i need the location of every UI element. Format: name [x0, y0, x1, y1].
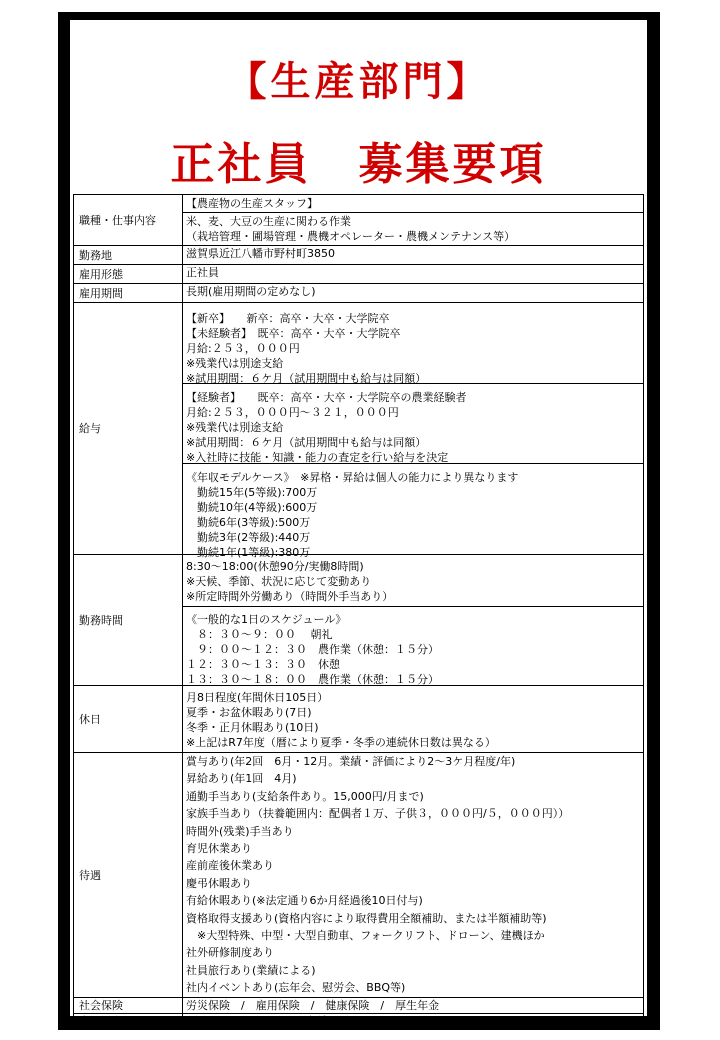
text-line: 米、麦、大豆の生産に関わる作業 — [186, 215, 351, 228]
benefit-item: 時間外(残業)手当あり — [186, 824, 294, 838]
text-line: ※所定時間外労働あり（時間外手当あり） — [186, 590, 394, 603]
text-line: ※残業代は別途支給 — [186, 421, 284, 434]
benefit-item: 賞与あり(年2回 6月・12月。業績・評価により2～3ケ月程度/年) — [186, 755, 516, 768]
benefit-item: 資格取得支援あり(資格内容により取得費用全額補助、または半額補助等) — [186, 911, 547, 925]
text-line: 勤続3年(2等級):440万 — [186, 531, 311, 544]
text-line: 夏季・お盆休暇あり(7日) — [186, 706, 312, 719]
period-value: 長期(雇用期間の定めなし) — [183, 284, 644, 303]
row-hours — [74, 555, 644, 686]
salary-experienced-block — [183, 383, 643, 463]
salary-model-case-block — [183, 463, 643, 559]
row-employment — [74, 265, 644, 284]
text-line: １２：３０～１３：３０ 休憩 — [186, 658, 340, 671]
text-line: 勤続1年(1等級):380万 — [186, 546, 311, 559]
text-line: 月8日程度(年間休日105日） — [186, 691, 329, 704]
holiday-block — [183, 686, 644, 753]
label-insurance: 社会保険 — [74, 998, 183, 1014]
text-line: 【農産物の生産スタッフ】 — [186, 197, 318, 210]
label-benefits: 待遇 — [74, 753, 183, 998]
benefit-item: 産前産後休業あり — [186, 859, 274, 873]
row-period — [74, 284, 644, 303]
row-dorm — [74, 1014, 644, 1030]
text-line: 月給:２５３，０００円 — [186, 342, 300, 355]
benefit-item: 家族手当あり（扶養範囲内：配偶者１万、子供３，０００円/５，０００円）） — [186, 807, 570, 821]
text-line: ※上記はR7年度（暦により夏季・冬季の連続休日数は異なる） — [186, 736, 496, 749]
label-job: 職種・仕事内容 — [74, 195, 183, 246]
text-line: （栽培管理・圃場管理・農機オペレーター・農機メンテナンス等） — [186, 230, 516, 243]
text-line: 勤続15年(5等級):700万 — [186, 486, 318, 499]
text-line: 勤続10年(4等級):600万 — [186, 501, 318, 514]
text-line: 月給:２５３，０００円～３２１，０００円 — [186, 406, 399, 419]
hours-block — [183, 555, 643, 606]
salary-new-grad-block — [183, 303, 643, 383]
job-description-block — [183, 212, 643, 245]
row-job — [74, 195, 644, 246]
text-line: ※入社時に技能・知識・能力の査定を行い給与を決定 — [186, 451, 449, 464]
row-location — [74, 246, 644, 265]
row-insurance — [74, 998, 644, 1014]
text-line: 冬季・正月休暇あり(10日) — [186, 721, 319, 734]
label-period: 雇用期間 — [74, 284, 183, 303]
label-holiday: 休日 — [74, 686, 183, 753]
benefit-item: 社外研修制度あり — [186, 946, 274, 960]
label-employment: 雇用形態 — [74, 265, 183, 284]
benefit-item: 社員旅行あり(業績による) — [186, 963, 316, 977]
text-line: １３：３０～１８：００ 農作業（休憩：１５分） — [186, 673, 439, 686]
benefit-item: 有給休暇あり(※法定通り6か月経過後10日付与) — [186, 894, 423, 908]
benefit-item: 社内イベントあり(忘年会、慰労会、BBQ等) — [186, 981, 406, 995]
department-title: 【生産部門】 — [226, 59, 491, 105]
row-salary — [74, 303, 644, 555]
label-salary: 給与 — [74, 303, 183, 555]
text-line: 勤続6年(3等級):500万 — [186, 516, 311, 529]
recruitment-table — [73, 194, 644, 1030]
benefit-item: ※大型特殊、中型・大型自動車、フォークリフト、ドローン、建機ほか — [186, 929, 545, 943]
benefit-item: 昇給あり(年1回 4月) — [186, 772, 297, 786]
schedule-block — [183, 606, 643, 685]
row-benefits — [74, 753, 644, 998]
label-dorm: 寮・社宅 — [74, 1014, 183, 1030]
text-line: 【未経験者】 既卒：高卒・大卒・大学院卒 — [186, 327, 401, 340]
employment-value: 正社員 — [183, 265, 644, 284]
benefits-list — [183, 753, 644, 998]
benefit-item: 育児休業あり — [186, 842, 252, 856]
text-line: 【経験者】 既卒：高卒・大卒・大学院卒の農業経験者 — [186, 391, 467, 404]
benefit-item: 通勤手当あり(支給条件あり。15,000円/月まで) — [186, 789, 424, 803]
label-location: 勤務地 — [74, 246, 183, 265]
label-hours: 勤務時間 — [74, 555, 183, 686]
location-value: 滋賀県近江八幡市野村町3850 — [183, 246, 644, 265]
text-line: 《年収モデルケース》 ※昇格・昇給は個人の能力により異なります — [186, 471, 519, 484]
text-line: 《一般的な1日のスケジュール》 — [186, 613, 347, 626]
dorm-value: なし ※周辺地域の家賃相場：５０，０００円/月～） — [183, 1014, 644, 1030]
benefit-item: 慶弔休暇あり — [186, 876, 252, 890]
recruitment-title: 正社員 募集要項 — [170, 139, 547, 190]
row-holiday — [74, 686, 644, 753]
text-line: ※試用期間：６ケ月（試用期間中も給与は同額） — [186, 436, 427, 449]
text-line: ※天候、季節、状況に応じて変動あり — [186, 575, 372, 588]
text-line: 8:30～18:00(休憩90分/実働8時間) — [186, 560, 364, 573]
text-line: ８：３０～９：００ 朝礼 — [186, 628, 333, 641]
text-line: ※残業代は別途支給 — [186, 357, 284, 370]
text-line: 【新卒】 新卒：高卒・大卒・大学院卒 — [186, 312, 390, 325]
insurance-value: 労災保険 / 雇用保険 / 健康保険 / 厚生年金 — [183, 998, 644, 1014]
job-title-block — [183, 195, 643, 212]
text-line: ※試用期間：６ケ月（試用期間中も給与は同額） — [186, 372, 427, 385]
text-line: ９：００～１２：３０ 農作業（休憩：１５分） — [186, 643, 439, 656]
